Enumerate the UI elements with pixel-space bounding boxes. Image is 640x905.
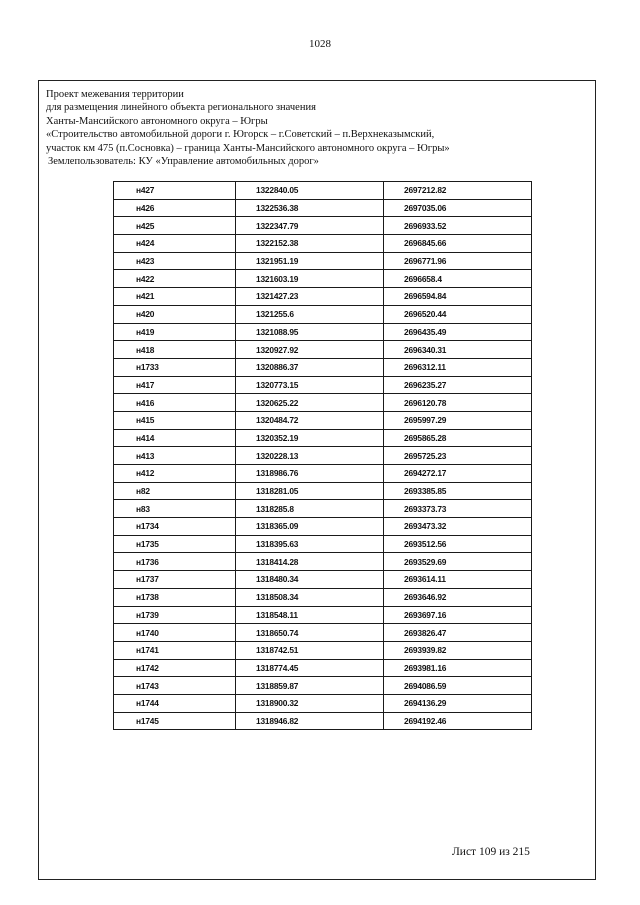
x-coordinate-cell: 1321603.19 xyxy=(236,270,384,288)
x-coordinate-cell: 1318900.32 xyxy=(236,694,384,712)
y-coordinate-cell: 2693646.92 xyxy=(384,588,532,606)
point-id-cell: н1739 xyxy=(114,606,236,624)
header-line-project: Проект межевания территории xyxy=(46,89,184,100)
x-coordinate-cell: 1318365.09 xyxy=(236,518,384,536)
point-id-cell: н417 xyxy=(114,376,236,394)
x-coordinate-cell: 1318650.74 xyxy=(236,624,384,642)
point-id-cell: н423 xyxy=(114,252,236,270)
table-row xyxy=(114,606,532,624)
point-id-cell: н1740 xyxy=(114,624,236,642)
y-coordinate-cell: 2696520.44 xyxy=(384,305,532,323)
point-id-cell: н1735 xyxy=(114,535,236,553)
y-coordinate-cell: 2693385.85 xyxy=(384,482,532,500)
point-id-cell: н424 xyxy=(114,235,236,253)
x-coordinate-cell: 1318281.05 xyxy=(236,482,384,500)
x-coordinate-cell: 1320625.22 xyxy=(236,394,384,412)
y-coordinate-cell: 2694192.46 xyxy=(384,712,532,730)
y-coordinate-cell: 2696658.4 xyxy=(384,270,532,288)
x-coordinate-cell: 1322152.38 xyxy=(236,235,384,253)
table-row xyxy=(114,518,532,536)
y-coordinate-cell: 2696340.31 xyxy=(384,341,532,359)
header-line-purpose: для размещения линейного объекта регионального значения xyxy=(46,102,316,114)
point-id-cell: н82 xyxy=(114,482,236,500)
table-row xyxy=(114,712,532,730)
x-coordinate-cell: 1320228.13 xyxy=(236,447,384,465)
table-row xyxy=(114,341,532,359)
table-row xyxy=(114,535,532,553)
x-coordinate-cell: 1320927.92 xyxy=(236,341,384,359)
table-row xyxy=(114,659,532,677)
x-coordinate-cell: 1318986.76 xyxy=(236,465,384,483)
x-coordinate-cell: 1322536.38 xyxy=(236,199,384,217)
y-coordinate-cell: 2696845.66 xyxy=(384,235,532,253)
point-id-cell: н416 xyxy=(114,394,236,412)
table-row xyxy=(114,182,532,200)
y-coordinate-cell: 2694272.17 xyxy=(384,465,532,483)
x-coordinate-cell: 1318395.63 xyxy=(236,535,384,553)
x-coordinate-cell: 1322347.79 xyxy=(236,217,384,235)
x-coordinate-cell: 1318946.82 xyxy=(236,712,384,730)
point-id-cell: н1737 xyxy=(114,571,236,589)
document-header xyxy=(46,88,576,168)
point-id-cell: н83 xyxy=(114,500,236,518)
point-id-cell: н1741 xyxy=(114,641,236,659)
y-coordinate-cell: 2693614.11 xyxy=(384,571,532,589)
table-row xyxy=(114,252,532,270)
table-row xyxy=(114,305,532,323)
y-coordinate-cell: 2697212.82 xyxy=(384,182,532,200)
table-row xyxy=(114,641,532,659)
point-id-cell: н1736 xyxy=(114,553,236,571)
coordinates-table xyxy=(113,181,532,730)
y-coordinate-cell: 2696312.11 xyxy=(384,358,532,376)
y-coordinate-cell: 2693473.32 xyxy=(384,518,532,536)
y-coordinate-cell: 2693373.73 xyxy=(384,500,532,518)
table-row xyxy=(114,465,532,483)
y-coordinate-cell: 2696435.49 xyxy=(384,323,532,341)
y-coordinate-cell: 2695865.28 xyxy=(384,429,532,447)
x-coordinate-cell: 1318414.28 xyxy=(236,553,384,571)
x-coordinate-cell: 1318774.45 xyxy=(236,659,384,677)
x-coordinate-cell: 1321255.6 xyxy=(236,305,384,323)
y-coordinate-cell: 2695997.29 xyxy=(384,411,532,429)
y-coordinate-cell: 2696235.27 xyxy=(384,376,532,394)
table-row xyxy=(114,482,532,500)
point-id-cell: н415 xyxy=(114,411,236,429)
table-row xyxy=(114,500,532,518)
table-row xyxy=(114,394,532,412)
sheet-label: Лист 109 из 215 xyxy=(452,846,530,858)
point-id-cell: н1734 xyxy=(114,518,236,536)
point-id-cell: н425 xyxy=(114,217,236,235)
table-row xyxy=(114,447,532,465)
y-coordinate-cell: 2695725.23 xyxy=(384,447,532,465)
table-row xyxy=(114,588,532,606)
table-row xyxy=(114,694,532,712)
table-row xyxy=(114,235,532,253)
table-row xyxy=(114,411,532,429)
table-row xyxy=(114,677,532,695)
x-coordinate-cell: 1321951.19 xyxy=(236,252,384,270)
x-coordinate-cell: 1320352.19 xyxy=(236,429,384,447)
table-row xyxy=(114,270,532,288)
table-row xyxy=(114,199,532,217)
point-id-cell: н1743 xyxy=(114,677,236,695)
table-row xyxy=(114,217,532,235)
point-id-cell: н1742 xyxy=(114,659,236,677)
point-id-cell: н418 xyxy=(114,341,236,359)
table-row xyxy=(114,571,532,589)
y-coordinate-cell: 2693981.16 xyxy=(384,659,532,677)
y-coordinate-cell: 2693512.56 xyxy=(384,535,532,553)
x-coordinate-cell: 1321088.95 xyxy=(236,323,384,341)
point-id-cell: н419 xyxy=(114,323,236,341)
x-coordinate-cell: 1318480.34 xyxy=(236,571,384,589)
table-row xyxy=(114,624,532,642)
point-id-cell: н413 xyxy=(114,447,236,465)
table-row xyxy=(114,358,532,376)
point-id-cell: н1733 xyxy=(114,358,236,376)
y-coordinate-cell: 2693697.16 xyxy=(384,606,532,624)
header-line-region: Ханты-Мансийского автономного округа – Югры xyxy=(46,115,268,127)
x-coordinate-cell: 1318742.51 xyxy=(236,641,384,659)
point-id-cell: н1744 xyxy=(114,694,236,712)
x-coordinate-cell: 1318859.87 xyxy=(236,677,384,695)
y-coordinate-cell: 2696771.96 xyxy=(384,252,532,270)
y-coordinate-cell: 2697035.06 xyxy=(384,199,532,217)
table-row xyxy=(114,323,532,341)
x-coordinate-cell: 1320773.15 xyxy=(236,376,384,394)
y-coordinate-cell: 2693529.69 xyxy=(384,553,532,571)
y-coordinate-cell: 2694086.59 xyxy=(384,677,532,695)
x-coordinate-cell: 1318508.34 xyxy=(236,588,384,606)
point-id-cell: н420 xyxy=(114,305,236,323)
y-coordinate-cell: 2693826.47 xyxy=(384,624,532,642)
point-id-cell: н426 xyxy=(114,199,236,217)
point-id-cell: н427 xyxy=(114,182,236,200)
point-id-cell: н412 xyxy=(114,465,236,483)
y-coordinate-cell: 2696933.52 xyxy=(384,217,532,235)
header-line-construction: «Строительство автомобильной дороги г. Югорск – г.Советский – п.Верхнеказымский, xyxy=(46,129,435,141)
point-id-cell: н421 xyxy=(114,288,236,306)
table-row xyxy=(114,288,532,306)
table-row xyxy=(114,429,532,447)
point-id-cell: н422 xyxy=(114,270,236,288)
point-id-cell: н1745 xyxy=(114,712,236,730)
point-id-cell: н414 xyxy=(114,429,236,447)
y-coordinate-cell: 2696594.84 xyxy=(384,288,532,306)
x-coordinate-cell: 1318285.8 xyxy=(236,500,384,518)
header-line-section: участок км 475 (п.Сосновка) – граница Ханты-Мансийского автономного округа – Югры» xyxy=(46,142,450,154)
table-row xyxy=(114,376,532,394)
x-coordinate-cell: 1318548.11 xyxy=(236,606,384,624)
point-id-cell: н1738 xyxy=(114,588,236,606)
page-number: 1028 xyxy=(309,38,331,50)
x-coordinate-cell: 1320484.72 xyxy=(236,411,384,429)
x-coordinate-cell: 1322840.05 xyxy=(236,182,384,200)
y-coordinate-cell: 2694136.29 xyxy=(384,694,532,712)
header-line-land-user: Землепользователь: КУ «Управление автомобильных дорог» xyxy=(48,156,319,168)
x-coordinate-cell: 1320886.37 xyxy=(236,358,384,376)
coordinates-table-body xyxy=(114,182,532,730)
y-coordinate-cell: 2696120.78 xyxy=(384,394,532,412)
x-coordinate-cell: 1321427.23 xyxy=(236,288,384,306)
table-row xyxy=(114,553,532,571)
y-coordinate-cell: 2693939.82 xyxy=(384,641,532,659)
